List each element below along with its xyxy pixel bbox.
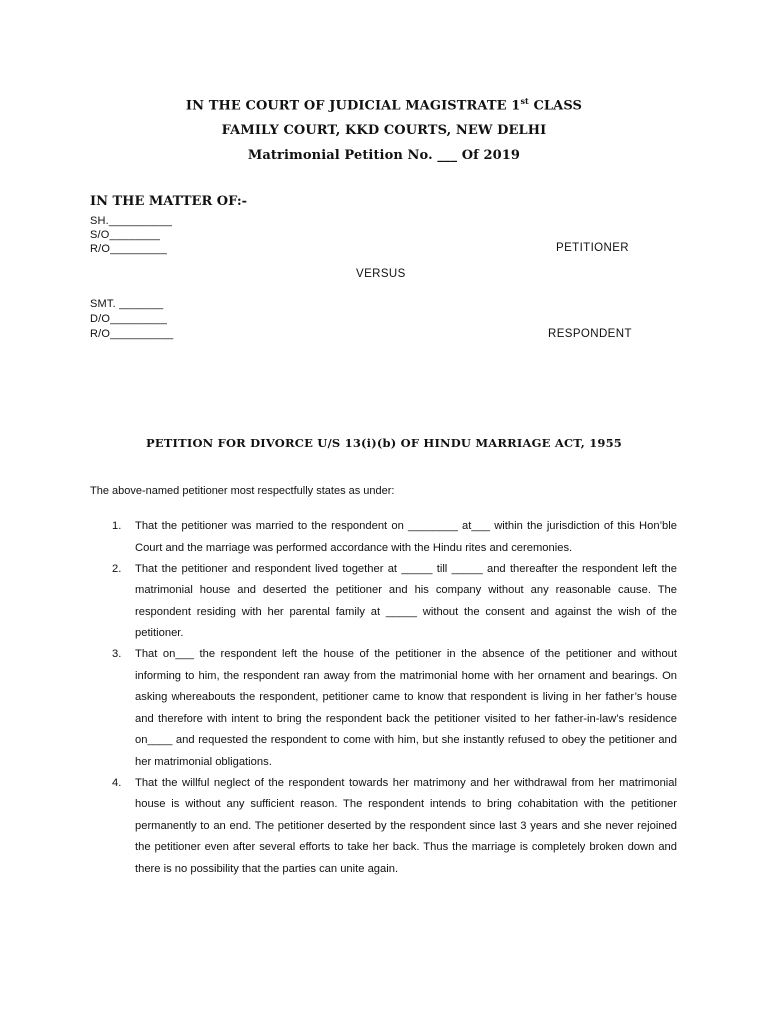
petition-title: PETITION FOR DIVORCE U/S 13(i)(b) OF HINDU MARRIAGE ACT, 1955: [145, 436, 623, 450]
paragraph-item: [112, 644, 677, 773]
petitioner-parent-line: S/O________: [90, 229, 161, 241]
paragraph-item: [112, 516, 677, 559]
paragraph-number: 1.: [112, 520, 122, 532]
matter-heading: IN THE MATTER OF:-: [90, 194, 248, 209]
petition-number: Matrimonial Petition No. ___ Of 2019: [247, 148, 521, 163]
respondent-parent-line: D/O_________: [90, 313, 168, 325]
intro-text: The above-named petitioner most respectfully states as under:: [90, 485, 395, 497]
paragraph-text: That the willful neglect of the respondent towards her matrimony and her withdrawal from her matrimonial house is without any sufficient reason. The respondent intends to bring cohabitation with the petitioner permanently to an end. The petitioner deserted by the respondent since last 3 years and she never rejoined the petitioner even after several efforts to take her back. Thus the marriage is completely broken down and there is no possibility that the parties can unite again.: [135, 776, 677, 875]
petitioner-residence-line: R/O_________: [90, 243, 168, 255]
paragraph-item: [112, 559, 677, 645]
paragraph-number: 3.: [112, 648, 122, 660]
paragraph-text: That on___ the respondent left the house of the petitioner in the absence of the petitioner and without informing to him, the respondent ran away from the matrimonial home with her ornament and bearings. On asking whereabouts the respondent, petitioner came to know that respondent is living in her father’s house and therefore with intent to bring the respondent back the petitioner visited to her father-in-law’s residence on____ and requested the respondent to come with him, but she instantly refused to obey the petitioner and her matrimonial obligations.: [135, 648, 677, 768]
paragraph-text: That the petitioner was married to the respondent on ________ at___ within the jurisdiction of this Hon’ble Court and the marriage was performed accordance with the Hindu rites and ceremonies.: [135, 520, 677, 554]
paragraph-item: [112, 773, 677, 881]
petitioner-label: PETITIONER: [556, 242, 630, 254]
respondent-label: RESPONDENT: [548, 328, 632, 340]
respondent-name-line: SMT. _______: [90, 298, 164, 310]
court-heading-tail: CLASS: [528, 98, 583, 114]
court-heading-main: IN THE COURT OF JUDICIAL MAGISTRATE 1: [185, 98, 521, 114]
paragraph-number: 2.: [112, 562, 122, 575]
paragraph-number: 4.: [112, 776, 122, 789]
court-heading-ordinal: st: [520, 96, 529, 106]
court-heading: [0, 96, 768, 113]
court-location: FAMILY COURT, KKD COURTS, NEW DELHI: [221, 123, 547, 138]
respondent-residence-line: R/O__________: [90, 328, 174, 340]
paragraph-text: That the petitioner and respondent lived together at _____ till _____ and thereafter the respondent left the matrimonial house and deserted the petitioner and his company without any reasonable cause. The respondent residing with her parental family at _____ without the consent and against the wish of the petitioner.: [135, 562, 677, 639]
petition-paragraphs: [112, 516, 677, 880]
petitioner-name-line: SH.__________: [90, 215, 173, 227]
versus-label: VERSUS: [356, 268, 406, 280]
